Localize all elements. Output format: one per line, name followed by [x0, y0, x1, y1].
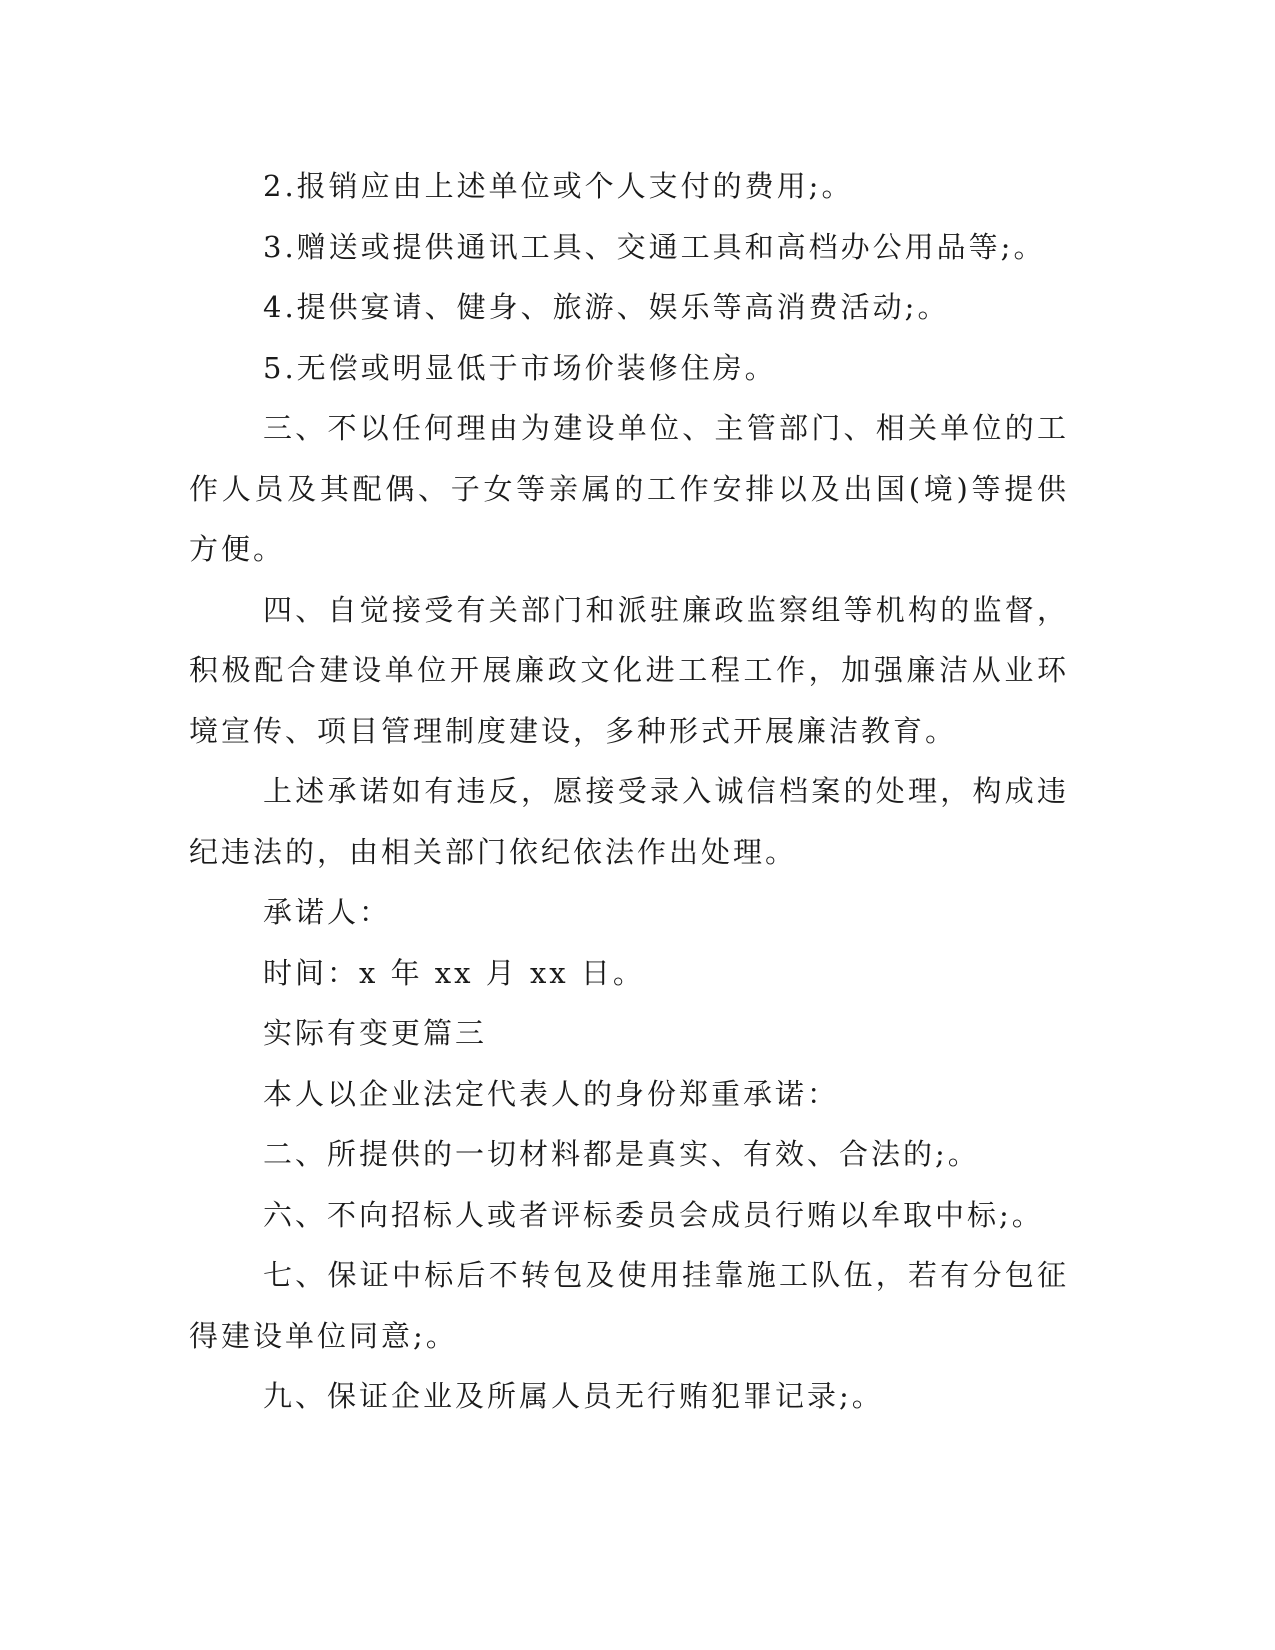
paragraph-clause-2b: 二、所提供的一切材料都是真实、有效、合法的;。 — [263, 1137, 980, 1171]
paragraph-date: 时间：x 年 xx 月 xx 日。 — [263, 955, 645, 990]
paragraph-item-3: 3.赠送或提供通讯工具、交通工具和高档办公用品等;。 — [263, 229, 1046, 264]
paragraph-clause-9: 九、保证企业及所属人员无行贿犯罪记录;。 — [263, 1379, 884, 1413]
document-body — [189, 156, 1069, 1427]
paragraph-item-5: 5.无偿或明显低于市场价装修住房。 — [263, 350, 777, 385]
paragraph-declaration: 本人以企业法定代表人的身份郑重承诺： — [263, 1076, 840, 1111]
paragraph-item-4: 4.提供宴请、健身、旅游、娱乐等高消费活动;。 — [263, 290, 950, 324]
paragraph-clause-7: 七、保证中标后不转包及使用挂靠施工队伍，若有分包征得建设单位同意;。 — [189, 1258, 1069, 1353]
paragraph-item-2: 2.报销应由上述单位或个人支付的费用;。 — [263, 169, 854, 203]
paragraph-clause-3: 三、不以任何理由为建设单位、主管部门、相关单位的工作人员及其配偶、子女等亲属的工作安排以及出国(境)等提供方便。 — [189, 411, 1069, 566]
paragraph-violation-note: 上述承诺如有违反，愿接受录入诚信档案的处理，构成违纪违法的，由相关部门依纪依法作出处理。 — [189, 774, 1069, 869]
paragraph-clause-4: 四、自觉接受有关部门和派驻廉政监察组等机构的监督，积极配合建设单位开展廉政文化进工程工作，加强廉洁从业环境宣传、项目管理制度建设，多种形式开展廉洁教育。 — [189, 592, 1069, 748]
section-heading: 实际有变更篇三 — [263, 1016, 488, 1050]
paragraph-signatory: 承诺人： — [263, 895, 392, 929]
paragraph-clause-6: 六、不向招标人或者评标委员会成员行贿以牟取中标;。 — [263, 1197, 1044, 1232]
